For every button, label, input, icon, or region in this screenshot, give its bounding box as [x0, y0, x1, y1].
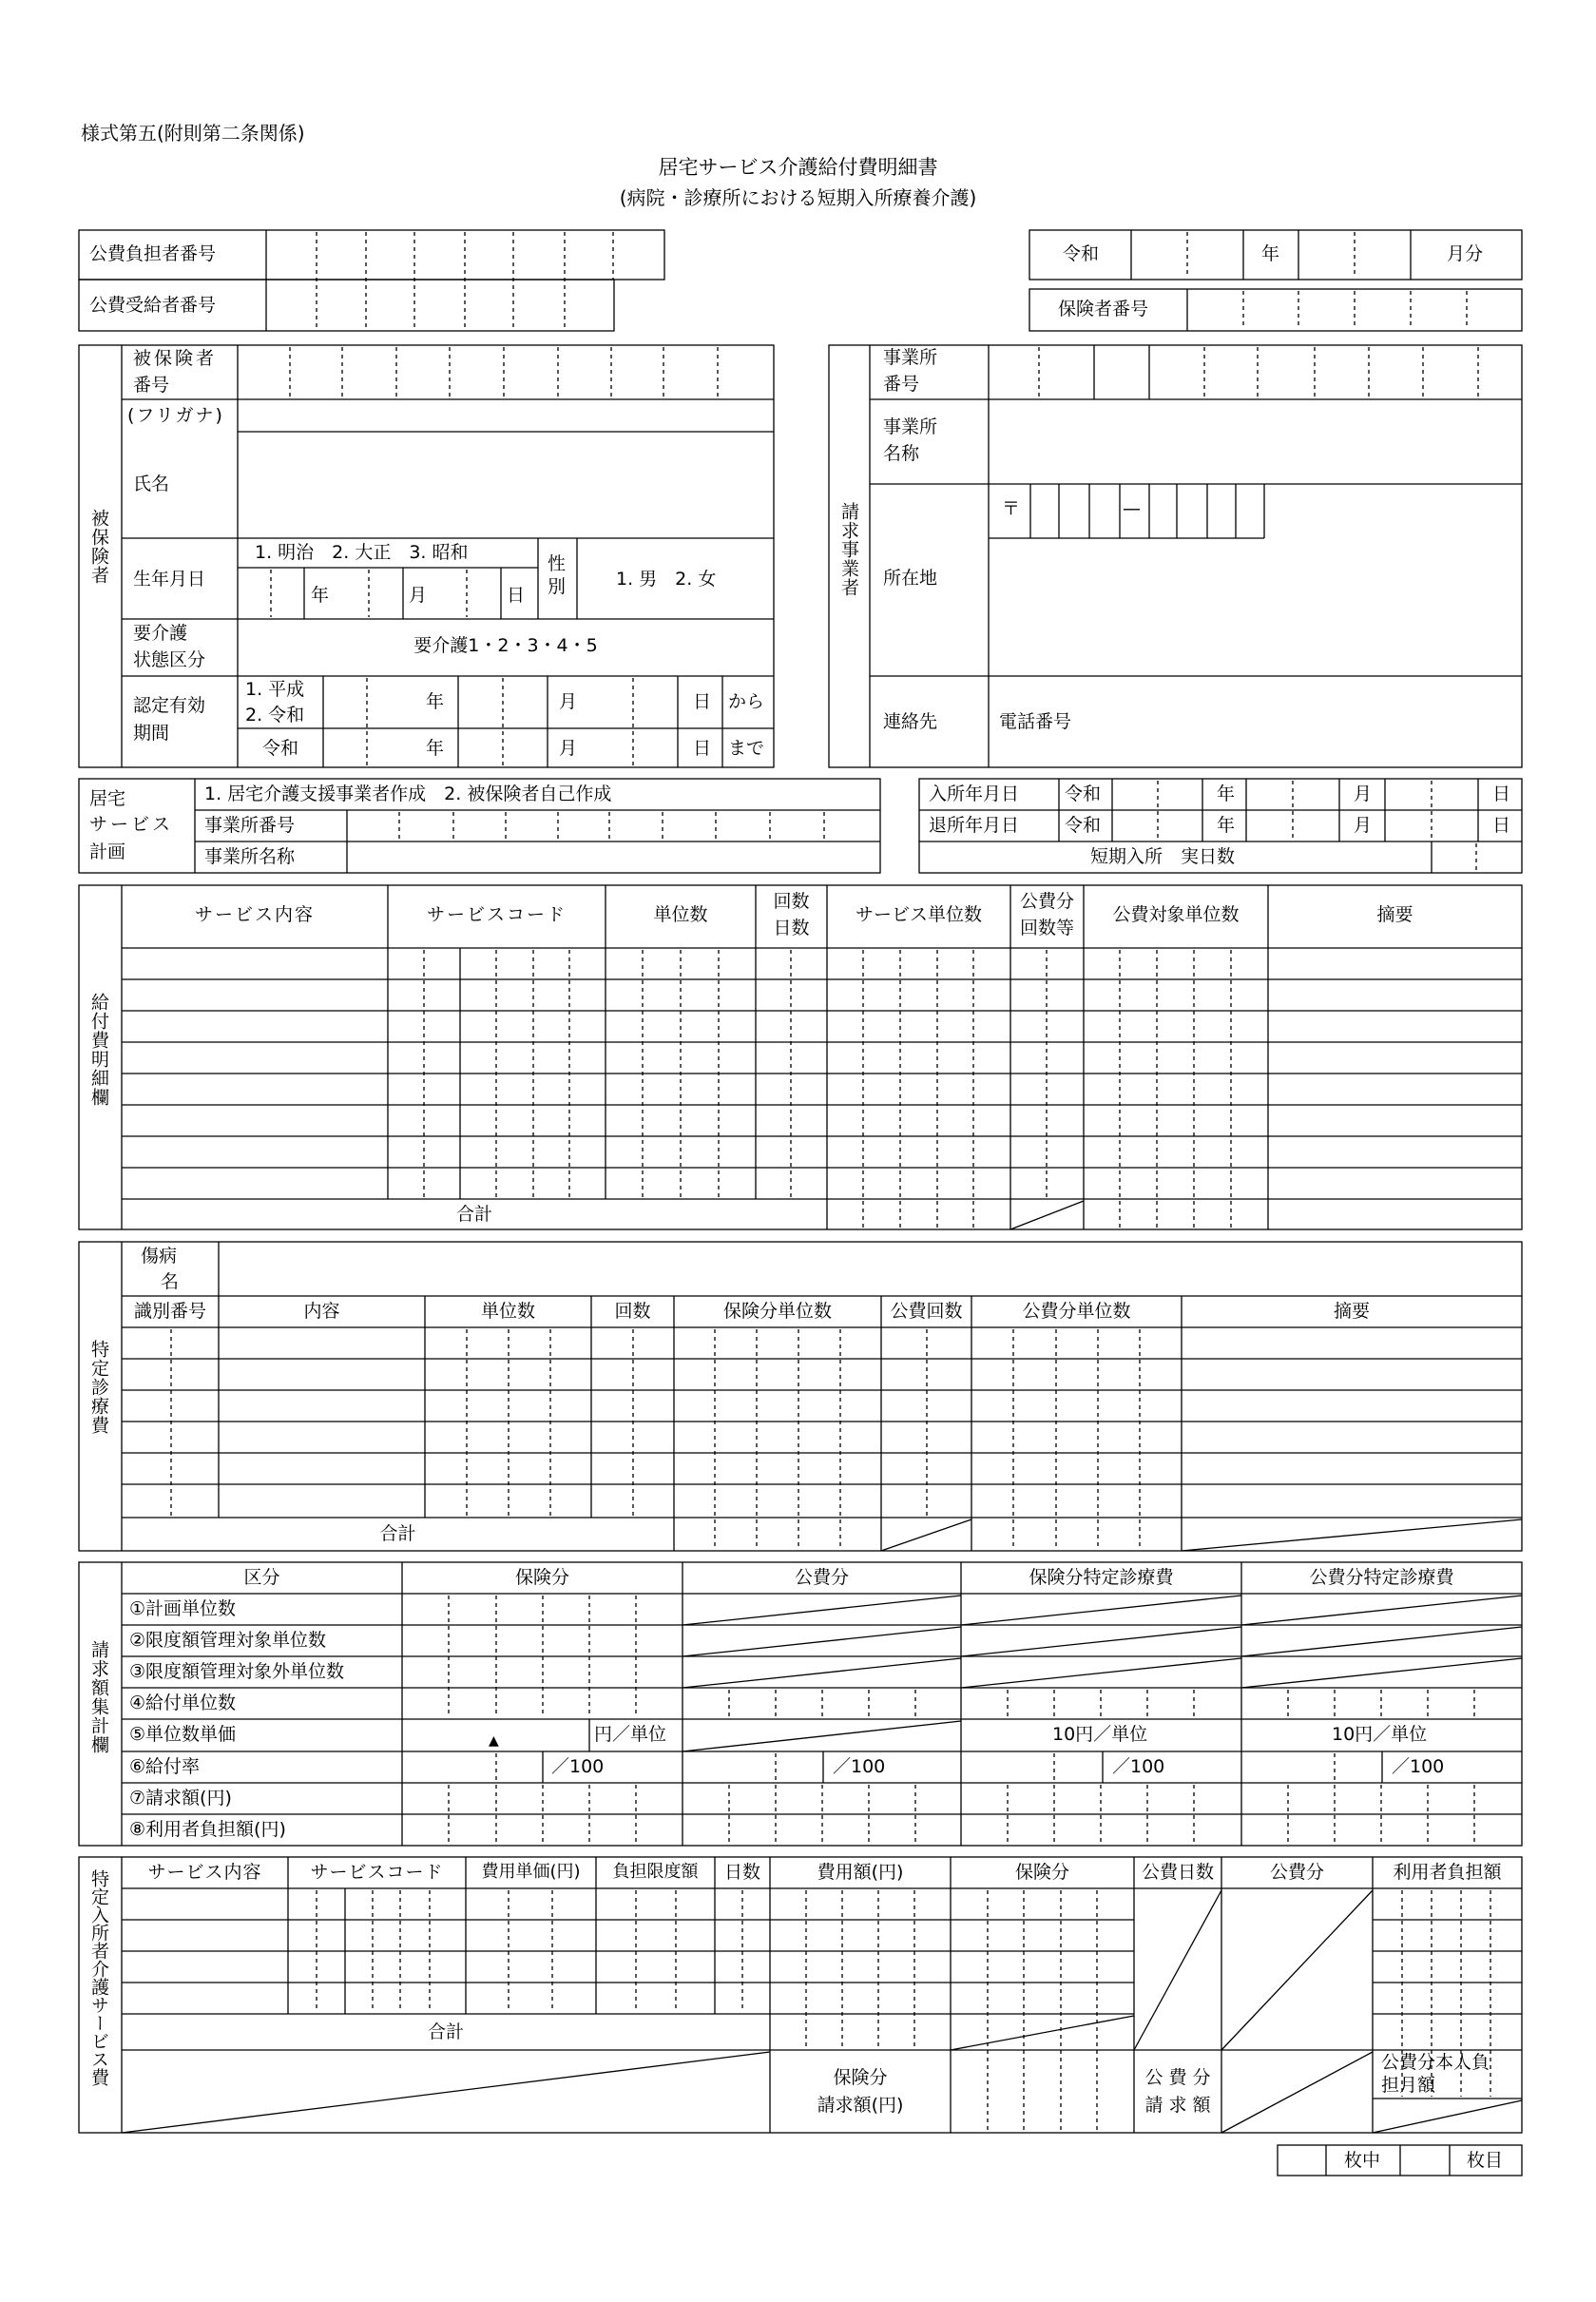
unit-price-triangle: ▲: [489, 1733, 499, 1749]
claim-row-benefit-rate: ⑥給付率: [129, 1756, 201, 1777]
valid-period-label-2: 期間: [133, 723, 170, 744]
special-section-label: 特定診療費: [88, 1340, 109, 1435]
facility-total-label: 合計: [427, 2022, 464, 2042]
birth-month-label: 月: [409, 585, 428, 606]
care-level-options: 要介護1・2・3・4・5: [413, 635, 598, 656]
public-special-rate-suffix: ／100: [1392, 1756, 1445, 1777]
gender-label-1: 性: [548, 553, 567, 574]
claim-row-user-burden: ⑧利用者負担額(円): [129, 1819, 286, 1840]
public-rate-suffix: ／100: [833, 1756, 886, 1777]
special-col-public-count: 公費回数: [890, 1301, 963, 1322]
birth-day-label: 日: [507, 585, 526, 606]
admission-date-label: 入所年月日: [929, 783, 1020, 804]
discharge-era: 令和: [1065, 815, 1102, 836]
special-col-id: 識別番号: [133, 1301, 206, 1322]
benefit-col-units: 単位数: [653, 904, 708, 925]
gender-label-2: 別: [548, 576, 567, 597]
facility-col-code: サービスコード: [310, 1862, 444, 1883]
insurer-no-label: 保険者番号: [1058, 299, 1149, 319]
phone-label: 電話番号: [999, 711, 1072, 732]
facility-col-public-days: 公費日数: [1141, 1862, 1214, 1883]
valid-era-option-2: 2. 令和: [245, 705, 305, 725]
facility-col-insured: 保険分: [1014, 1862, 1069, 1883]
benefit-col-count: 回数: [773, 891, 810, 912]
contact-label: 連絡先: [883, 711, 938, 732]
page-title: 居宅サービス介護給付費明細書: [658, 156, 938, 179]
public-self-monthly-label-1: 公費分本人負: [1381, 2052, 1490, 2073]
valid-to-year: 年: [426, 738, 445, 759]
valid-era-option-1: 1. 平成: [245, 679, 305, 700]
office-name-label-2: 名称: [883, 443, 920, 464]
discharge-date-label: 退所年月日: [929, 815, 1020, 836]
public-special-unit-price-suffix: 10円／単位: [1052, 1724, 1148, 1745]
claim-row-claim-amount: ⑦請求額(円): [129, 1788, 232, 1809]
plan-office-no-label: 事業所番号: [204, 815, 296, 836]
insured-unit-price-suffix: 円／単位: [594, 1724, 667, 1745]
sheet-number-label: 枚目: [1467, 2150, 1504, 2171]
special-col-content: 内容: [303, 1301, 340, 1322]
insured-no-label-2: 番号: [133, 375, 170, 396]
public-payer-no-label: 公費負担者番号: [89, 243, 217, 264]
insured-section-label: 被保険者: [88, 509, 109, 585]
admission-era: 令和: [1065, 783, 1102, 804]
valid-from-label: から: [728, 691, 765, 712]
office-name-label-1: 事業所: [883, 416, 938, 437]
claim-row-nonlimit-units: ③限度額管理対象外単位数: [129, 1661, 345, 1682]
special-col-insured-units: 保険分単位数: [722, 1301, 832, 1322]
special-col-public-units: 公費分単位数: [1022, 1301, 1131, 1322]
claim-row-unit-price: ⑤単位数単価: [129, 1724, 237, 1745]
provider-section-label: 請求事業者: [838, 502, 859, 597]
care-level-label-2: 状態区分: [133, 649, 206, 670]
benefit-section-label: 給付費明細欄: [88, 993, 109, 1107]
valid-to-month: 月: [559, 738, 578, 759]
postal-dash: —: [1123, 498, 1141, 519]
claim-col-public: 公費分: [794, 1567, 849, 1588]
disease-label-1: 傷病: [141, 1246, 178, 1267]
public-unit-price-suffix: 10円／単位: [1332, 1724, 1428, 1745]
special-col-units: 単位数: [480, 1301, 535, 1322]
benefit-col-code: サービスコード: [426, 904, 567, 925]
birthdate-label: 生年月日: [133, 569, 206, 590]
gender-options: 1. 男 2. 女: [616, 569, 717, 590]
office-no-label-2: 番号: [883, 374, 920, 395]
facility-col-unit-cost: 費用単価(円): [481, 1862, 581, 1882]
style-number: 様式第五(附則第二条関係): [81, 122, 305, 145]
admission-day: 日: [1492, 783, 1511, 804]
benefit-col-days: 日数: [773, 918, 810, 938]
claim-row-plan-units: ①計画単位数: [129, 1598, 237, 1619]
page-subtitle: (病院・診療所における短期入所療養介護): [619, 186, 977, 209]
facility-col-limit: 負担限度額: [612, 1862, 699, 1882]
facility-col-public: 公費分: [1269, 1862, 1324, 1883]
plan-office-name-label: 事業所名称: [204, 846, 296, 867]
claim-col-insured: 保険分: [514, 1567, 569, 1588]
discharge-day: 日: [1492, 815, 1511, 836]
address-label: 所在地: [883, 568, 938, 589]
care-level-label-1: 要介護: [133, 623, 188, 644]
claim-year-label: 年: [1261, 243, 1280, 264]
insured-rate-suffix: ／100: [551, 1756, 605, 1777]
valid-to-day: 日: [693, 738, 712, 759]
birth-era-options: 1. 明治 2. 大正 3. 昭和: [255, 542, 469, 563]
benefit-col-public-units: 公費対象単位数: [1112, 904, 1240, 925]
discharge-year: 年: [1217, 815, 1236, 836]
public-self-monthly-label-2: 担月額: [1381, 2075, 1436, 2096]
plan-label-2: サービス: [89, 814, 174, 835]
office-no-label-1: 事業所: [883, 347, 938, 368]
postal-mark: 〒: [1002, 498, 1021, 519]
insured-claim-label-2: 請求額(円): [817, 2095, 904, 2116]
disease-label-2: 名: [161, 1271, 180, 1292]
claim-era-label: 令和: [1063, 243, 1100, 264]
facility-col-days: 日数: [723, 1862, 760, 1883]
plan-options: 1. 居宅介護支援事業者作成 2. 被保険者自己作成: [204, 783, 612, 804]
special-total-label: 合計: [379, 1523, 416, 1544]
benefit-col-public-2: 回数等: [1019, 918, 1074, 938]
sheets-total-label: 枚中: [1344, 2150, 1381, 2171]
valid-until-label: まで: [728, 738, 765, 759]
valid-from-month: 月: [559, 691, 578, 712]
discharge-month: 月: [1354, 815, 1373, 836]
facility-col-user-burden: 利用者負担額: [1393, 1862, 1502, 1883]
claim-col-public-special: 公費分特定診療費: [1309, 1567, 1454, 1588]
admission-month: 月: [1354, 783, 1373, 804]
insured-no-label-1: 被保険者: [133, 348, 218, 369]
insured-special-rate-suffix: ／100: [1112, 1756, 1165, 1777]
admission-year: 年: [1217, 783, 1236, 804]
claim-section-label: 請求額集計欄: [88, 1640, 109, 1754]
public-claim-label-2: 請 求 額: [1144, 2095, 1211, 2116]
claim-row-benefit-units: ④給付単位数: [129, 1693, 237, 1713]
name-label: 氏名: [133, 474, 170, 494]
claim-row-limit-units: ②限度額管理対象単位数: [129, 1630, 327, 1651]
benefit-col-remarks: 摘要: [1376, 904, 1413, 925]
birth-year-label: 年: [311, 585, 330, 606]
benefit-total-label: 合計: [455, 1204, 492, 1225]
valid-from-year: 年: [426, 691, 445, 712]
benefit-col-public-1: 公費分: [1019, 891, 1074, 912]
special-col-remarks: 摘要: [1333, 1301, 1370, 1322]
valid-era-end: 令和: [262, 738, 299, 759]
plan-label-1: 居宅: [89, 788, 126, 809]
valid-period-label-1: 認定有効: [133, 695, 206, 716]
plan-label-3: 計画: [89, 841, 126, 862]
furigana-label: (フリガナ): [127, 405, 224, 426]
facility-col-service: サービス内容: [147, 1862, 262, 1883]
benefit-col-service: サービス内容: [194, 904, 315, 925]
claim-col-category: 区分: [243, 1567, 280, 1588]
public-claim-label-1: 公 費 分: [1144, 2067, 1211, 2088]
public-recipient-no-label: 公費受給者番号: [89, 295, 217, 316]
claim-month-label: 月分: [1447, 243, 1484, 264]
actual-days-label: 短期入所 実日数: [1090, 846, 1236, 867]
valid-from-day: 日: [693, 691, 712, 712]
facility-section-label: 特定入所者介護サービス費: [88, 1869, 109, 2086]
claim-col-insured-special: 保険分特定診療費: [1029, 1567, 1174, 1588]
special-col-count: 回数: [614, 1301, 651, 1322]
benefit-col-service-units: サービス単位数: [855, 904, 982, 925]
facility-col-cost: 費用額(円): [817, 1862, 904, 1883]
insured-claim-label-1: 保険分: [833, 2067, 888, 2088]
